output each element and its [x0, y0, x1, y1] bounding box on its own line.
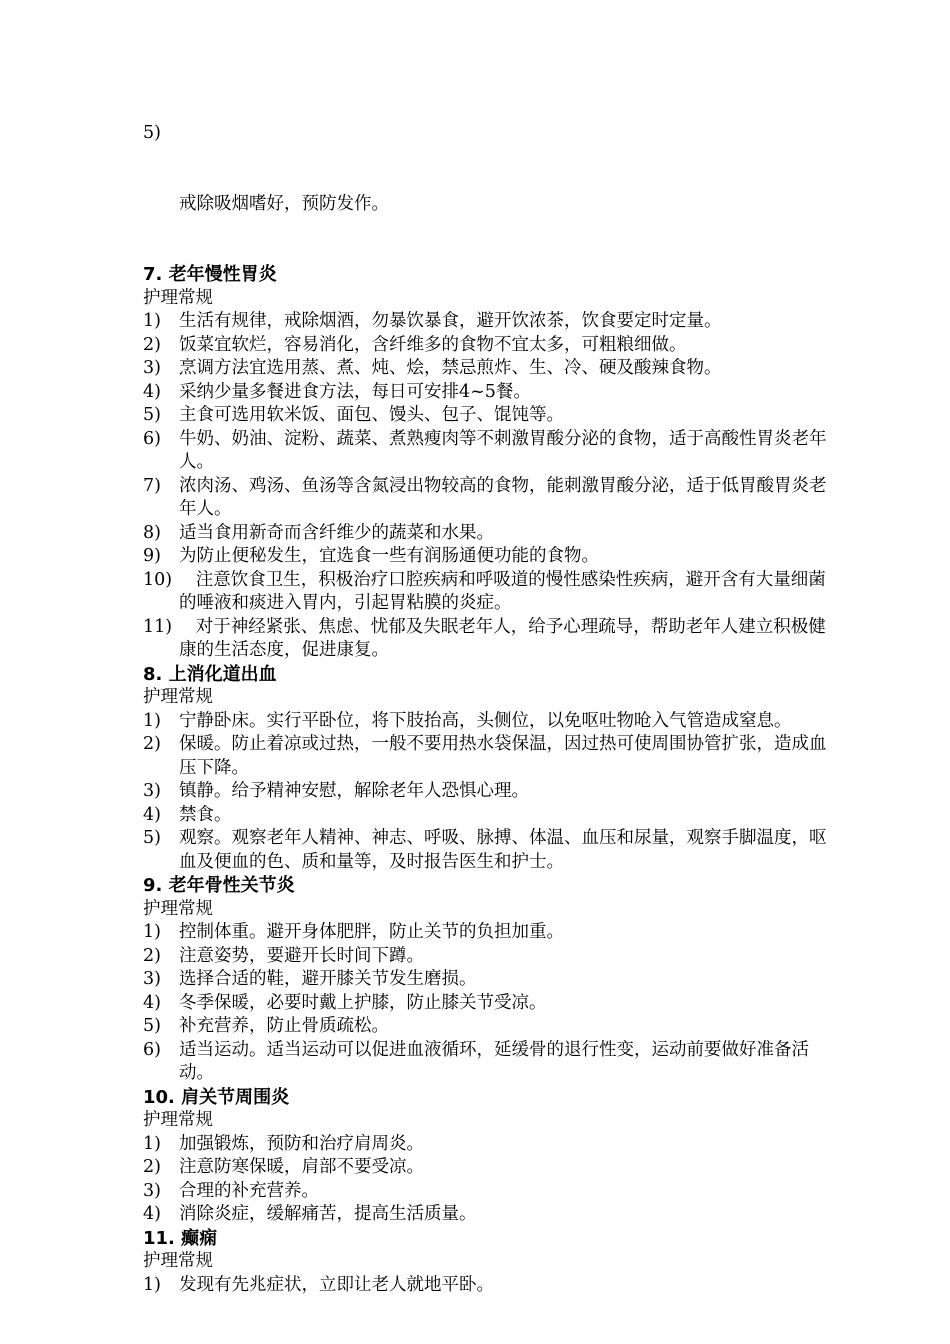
item-text: 适当运动。适当运动可以促进血液循环，延缓骨的退行性变，运动前要做好准备活动。 — [179, 1039, 809, 1083]
item-number: 6) — [143, 428, 161, 449]
list-item — [143, 381, 843, 405]
list-item — [143, 522, 843, 546]
item-text: 控制体重。避开身体肥胖，防止关节的负担加重。 — [179, 922, 564, 942]
list-item — [143, 1039, 843, 1086]
document-page — [143, 122, 833, 1297]
item-text: 为防止便秘发生，宜选食一些有润肠通便功能的食物。 — [179, 546, 599, 566]
list-item — [143, 1203, 843, 1227]
item-text: 牛奶、奶油、淀粉、蔬菜、煮熟瘦肉等不刺激胃酸分泌的食物，适于高酸性胃炎老年人。 — [179, 428, 827, 472]
list-item — [143, 945, 843, 969]
item-number: 10) — [143, 569, 173, 590]
item-text: 注意姿势，要避开长时间下蹲。 — [179, 945, 424, 966]
item-number: 5) — [143, 405, 161, 425]
item-text: 选择合适的鞋，避开膝关节发生磨损。 — [179, 969, 477, 989]
item-number: 4) — [143, 381, 161, 402]
item-text: 注意饮食卫生，积极治疗口腔疾病和呼吸道的慢性感染性疾病，避开含有大量细菌的唾液和痰进入胃内，引起胃粘膜的炎症。 — [179, 569, 826, 613]
list-item — [143, 804, 843, 828]
list-item — [143, 357, 843, 381]
item-text: 禁食。 — [179, 804, 232, 825]
list-item — [143, 1133, 843, 1157]
item-number: 6) — [143, 1039, 161, 1060]
item-text: 观察。观察老年人精神、神志、呼吸、脉搏、体温、血压和尿量，观察手脚温度，呕血及便血的色、质和量等，及时报告医生和护士。 — [179, 828, 827, 872]
section-subtitle: 护理常规 — [143, 1110, 213, 1130]
list-item — [143, 475, 843, 522]
item-number: 1) — [143, 922, 161, 942]
list-item — [143, 616, 843, 663]
list-item — [143, 968, 843, 992]
list-item — [143, 1156, 843, 1180]
item-text: 饭菜宜软烂，容易消化，含纤维多的食物不宜太多，可粗粮细做。 — [179, 334, 687, 355]
item-number: 8) — [143, 522, 161, 543]
list-item — [143, 310, 843, 334]
item-text: 宁静卧床。实行平卧位，将下肢抬高，头侧位，以免呕吐物呛入气管造成窒息。 — [179, 710, 792, 731]
item-text: 主食可选用软米饭、面包、馒头、包子、馄饨等。 — [179, 405, 564, 425]
item-number: 3) — [143, 1180, 161, 1201]
list-item — [143, 1180, 843, 1204]
list-item — [143, 921, 843, 945]
item-text: 戒除吸烟嗜好，预防发作。 — [179, 193, 389, 214]
section-heading: 7. 老年慢性胃炎 — [143, 264, 277, 285]
section-heading: 10. 肩关节周围炎 — [143, 1086, 290, 1108]
item-text: 加强锻炼，预防和治疗肩周炎。 — [179, 1133, 424, 1154]
item-number: 4) — [143, 804, 161, 825]
item-text: 冬季保暖，必要时戴上护膝，防止膝关节受凉。 — [179, 992, 547, 1013]
item-text: 浓肉汤、鸡汤、鱼汤等含氮浸出物较高的食物，能刺激胃酸分泌，适于低胃酸胃炎老年人。 — [179, 475, 827, 519]
item-number: 5) — [143, 828, 161, 848]
item-text: 保暖。防止着凉或过热，一般不要用热水袋保温，因过热可使周围协管扩张，造成血压下降。 — [179, 734, 827, 778]
list-item — [143, 1274, 843, 1298]
item-number: 1) — [143, 1133, 161, 1154]
item-number: 5) — [143, 123, 161, 143]
list-item — [143, 827, 843, 874]
section-heading: 11. 癫痫 — [143, 1227, 218, 1249]
item-number: 2) — [143, 334, 161, 355]
item-number: 7) — [143, 475, 161, 496]
item-text: 补充营养，防止骨质疏松。 — [179, 1016, 389, 1036]
list-item — [143, 1015, 843, 1039]
item-number: 4) — [143, 1204, 161, 1224]
list-item — [143, 569, 843, 616]
item-text: 生活有规律，戒除烟酒，勿暴饮暴食，避开饮浓茶，饮食要定时定量。 — [179, 311, 722, 331]
section-heading: 9. 老年骨性关节炎 — [143, 875, 295, 896]
item-number: 9) — [143, 546, 161, 566]
list-item — [143, 710, 843, 734]
item-number: 3) — [143, 969, 161, 989]
section-subtitle: 护理常规 — [143, 898, 213, 919]
item-text: 消除炎症，缓解痛苦，提高生活质量。 — [179, 1204, 477, 1224]
item-text: 对于神经紧张、焦虑、忧郁及失眠老年人，给予心理疏导，帮助老年人建立积极健康的生活态度，促进康复。 — [179, 616, 826, 660]
item-number: 2) — [143, 1157, 161, 1177]
list-item — [143, 334, 843, 358]
list-item — [143, 545, 843, 569]
item-text: 发现有先兆症状，立即让老人就地平卧。 — [179, 1274, 494, 1295]
item-number: 5) — [143, 1016, 161, 1036]
item-text: 镇静。给予精神安慰，解除老年人恐惧心理。 — [179, 781, 529, 801]
list-item — [143, 122, 843, 263]
list-item — [143, 780, 843, 804]
item-text: 注意防寒保暖，肩部不要受凉。 — [179, 1157, 424, 1177]
section-subtitle: 护理常规 — [143, 287, 213, 308]
section-subtitle: 护理常规 — [143, 687, 213, 707]
list-item — [143, 404, 843, 428]
item-number: 3) — [143, 781, 161, 801]
item-number: 2) — [143, 734, 161, 754]
item-text: 采纳少量多餐进食方法，每日可安排4~5餐。 — [179, 381, 531, 402]
item-number: 1) — [143, 710, 161, 731]
item-text: 烹调方法宜选用蒸、煮、炖、烩，禁忌煎炸、生、冷、硬及酸辣食物。 — [179, 358, 722, 378]
item-number: 3) — [143, 358, 161, 378]
section-heading: 8. 上消化道出血 — [143, 663, 277, 685]
list-item — [143, 992, 843, 1016]
item-number: 1) — [143, 311, 161, 331]
item-number: 11) — [143, 616, 173, 637]
item-text: 适当食用新奇而含纤维少的蔬菜和水果。 — [179, 522, 494, 543]
list-item — [143, 733, 843, 780]
item-number: 2) — [143, 945, 161, 966]
section-subtitle: 护理常规 — [143, 1251, 213, 1271]
item-number: 4) — [143, 992, 161, 1013]
list-item — [143, 428, 843, 475]
item-text: 合理的补充营养。 — [179, 1180, 319, 1201]
item-number: 1) — [143, 1274, 161, 1295]
